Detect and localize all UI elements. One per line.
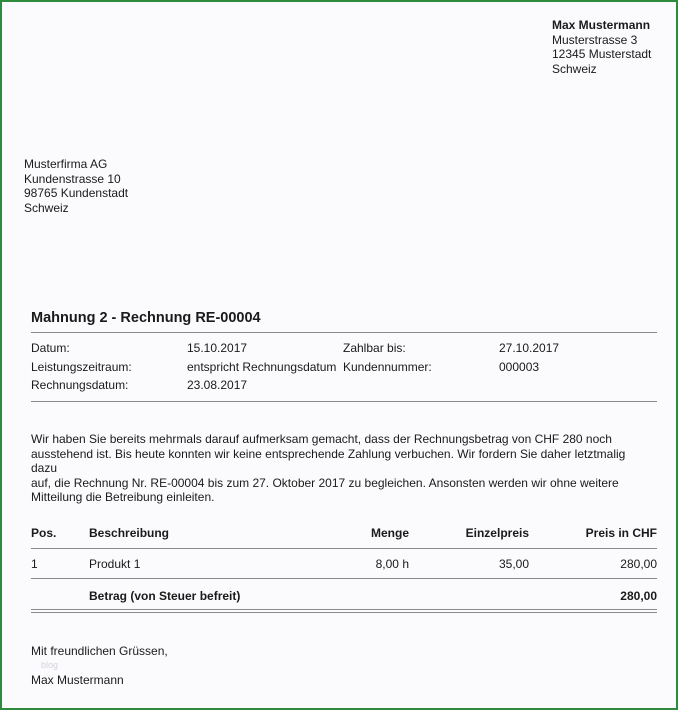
sum-divider-1 <box>31 609 657 610</box>
customer-label: Kundennummer: <box>343 359 432 374</box>
reminder-text <box>31 432 651 505</box>
invoice-date-value: 23.08.2017 <box>187 378 248 392</box>
watermark: blog <box>41 660 59 670</box>
date-value: 15.10.2017 <box>187 341 248 355</box>
header-unit-price: Einzelpreis <box>465 526 529 540</box>
row-unit-price: 35,00 <box>498 557 529 571</box>
sender-address <box>552 18 651 76</box>
header-total: Preis in CHF <box>585 526 657 540</box>
document-title: Mahnung 2 - Rechnung RE-00004 <box>31 310 261 326</box>
period-label: Leistungszeitraum: <box>31 359 132 374</box>
date-label: Datum: <box>31 341 70 355</box>
period-value: entspricht Rechnungsdatum <box>187 359 337 374</box>
reminder-line: ausstehend ist. Bis heute konnten wir keine entsprechende Zahlung verbuchen. Wir fordern Sie daher letztmalig dazu <box>31 446 626 475</box>
closing-text: Mit freundlichen Grüssen, <box>31 644 168 658</box>
sender-street: Musterstrasse 3 <box>552 32 638 47</box>
recipient-street: Kundenstrasse 10 <box>24 171 121 186</box>
header-description: Beschreibung <box>89 526 170 540</box>
signer-name: Max Mustermann <box>31 673 124 687</box>
meta-row <box>31 378 657 397</box>
due-value: 27.10.2017 <box>499 341 560 355</box>
row-total: 280,00 <box>620 557 657 571</box>
meta-row <box>31 360 657 379</box>
table-header-row <box>31 526 657 544</box>
sender-name: Max Mustermann <box>552 18 651 32</box>
row-pos: 1 <box>31 557 38 571</box>
sum-divider-2 <box>31 612 657 613</box>
table-row <box>31 557 657 575</box>
invoice-date-label: Rechnungsdatum: <box>31 378 129 392</box>
recipient-company: Musterfirma AG <box>24 157 108 171</box>
items-table <box>31 526 657 544</box>
meta-divider <box>31 401 657 402</box>
recipient-country: Schweiz <box>24 200 69 215</box>
reminder-line: Wir haben Sie bereits mehrmals darauf aufmerksam gemacht, dass der Rechnungsbetrag von CHF 280 noch <box>31 432 612 446</box>
due-label: Zahlbar bis: <box>343 341 406 355</box>
sender-country: Schweiz <box>552 61 597 76</box>
reminder-line: auf, die Rechnung Nr. RE-00004 bis zum 27. Oktober 2017 zu begleichen. Ansonsten werden wir ohne weitere <box>31 475 619 490</box>
sum-row-wrap <box>31 589 657 607</box>
header-divider <box>31 548 657 549</box>
items-body <box>31 557 657 575</box>
header-quantity: Menge <box>370 526 409 540</box>
row-quantity: 8,00 h <box>375 557 409 571</box>
row-description: Produkt 1 <box>89 557 141 571</box>
row-divider <box>31 578 657 579</box>
meta-row <box>31 341 657 360</box>
sender-city: 12345 Musterstadt <box>552 47 652 61</box>
recipient-address <box>24 157 128 215</box>
reminder-line: Mitteilung die Betreibung einleiten. <box>31 490 215 504</box>
recipient-city: 98765 Kundenstadt <box>24 186 129 200</box>
sum-label: Betrag (von Steuer befreit) <box>89 589 241 603</box>
title-divider <box>31 332 657 333</box>
sum-value: 280,00 <box>620 589 657 603</box>
header-pos: Pos. <box>31 526 57 540</box>
sum-row <box>31 589 657 607</box>
customer-value: 000003 <box>499 359 540 374</box>
invoice-meta <box>31 341 657 397</box>
